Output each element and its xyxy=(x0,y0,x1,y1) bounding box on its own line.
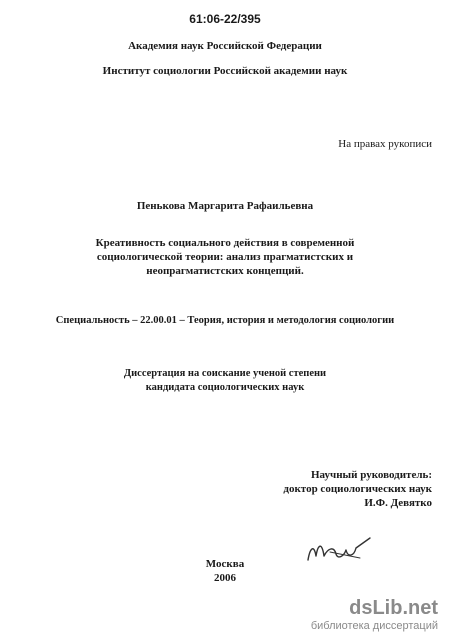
dissertation-degree xyxy=(0,367,450,395)
city-year xyxy=(0,557,450,585)
supervisor-label: Научный руководитель: xyxy=(311,469,432,481)
dissertation-title xyxy=(0,236,450,278)
supervisor-degree: доктор социологических наук xyxy=(283,483,432,495)
title-line: социологической теории: анализ прагматистских и xyxy=(96,251,354,263)
title-line: неопрагматистских концепций. xyxy=(146,265,304,277)
year: 2006 xyxy=(214,572,236,584)
specialty: Специальность – 22.00.01 – Теория, история и методология социологии xyxy=(55,315,395,326)
institute-name: Институт социологии Российской академии наук xyxy=(102,65,348,77)
watermark-logo-text: dsLib.net xyxy=(349,597,438,619)
author-name: Пенькова Маргарита Рафаильевна xyxy=(136,200,314,212)
watermark-caption: библиотека диссертаций xyxy=(310,620,438,632)
supervisor-name: И.Ф. Девятко xyxy=(364,497,432,509)
degree-line: Диссертация на соискание ученой степени xyxy=(123,368,327,379)
degree-line: кандидата социологических наук xyxy=(145,382,305,393)
catalog-number: 61:06-22/395 xyxy=(189,12,261,26)
title-line: Креативность социального действия в современной xyxy=(95,237,355,249)
watermark-logo xyxy=(349,597,438,620)
academy-name: Академия наук Российской Федерации xyxy=(128,40,322,52)
supervisor-block xyxy=(283,468,432,510)
rights-note: На правах рукописи xyxy=(338,138,432,150)
city: Москва xyxy=(205,558,245,570)
